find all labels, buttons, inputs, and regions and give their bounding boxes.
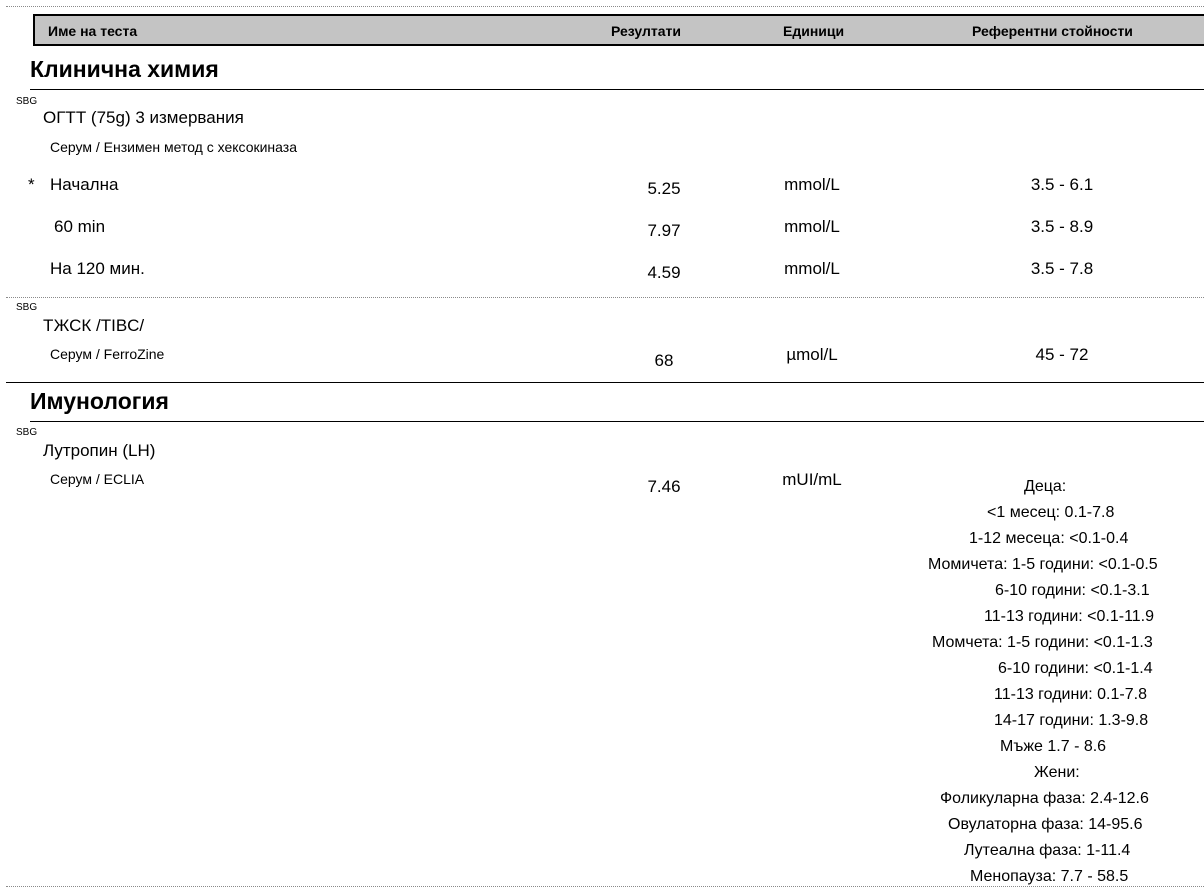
row-label: На 120 мин. [50,259,145,278]
header-test-name: Име на теста [48,23,138,39]
section-divider [30,89,1204,90]
test-name-lh: Лутропин (LH) [43,441,156,460]
reference-line: Менопауза: 7.7 - 58.5 [970,868,1129,885]
test-method-lh: Серум / ECLIA [50,471,145,487]
reference-line: Деца: [1024,478,1067,495]
test-name-ogtt: ОГТТ (75g) 3 измервания [43,108,244,127]
test-method-tibc: Серум / FerroZine [50,346,165,362]
reference-line: Момчета: 1-5 години: <0.1-1.3 [932,634,1153,651]
unit-value: mUI/mL [782,470,842,489]
reference-range: 3.5 - 8.9 [1030,217,1094,236]
reference-line: 6-10 години: <0.1-1.4 [998,660,1153,677]
result-value: 7.97 [647,221,681,240]
reference-range-list [912,474,1204,890]
section-divider [6,382,1204,383]
reference-line: 14-17 години: 1.3-9.8 [994,712,1149,729]
lab-tag: SBG [16,96,38,107]
unit-value: mmol/L [784,259,840,278]
lab-tag: SBG [16,302,38,313]
row-label: 60 min [54,217,106,236]
reference-line: 11-13 години: <0.1-11.9 [984,608,1155,625]
test-method-ogtt: Серум / Ензимен метод с хексокиназа [50,139,297,155]
unit-value: µmol/L [786,345,838,364]
unit-value: mmol/L [784,217,840,236]
bottom-divider [6,886,1204,887]
reference-line: 1-12 месеца: <0.1-0.4 [969,530,1129,547]
table-header [33,14,1204,46]
reference-line: 6-10 години: <0.1-3.1 [995,582,1150,599]
result-value: 5.25 [647,179,681,198]
reference-line: 11-13 години: 0.1-7.8 [994,686,1147,703]
section-title-clinical-chemistry: Клинична химия [30,56,219,82]
result-value: 4.59 [647,263,681,282]
result-value: 7.46 [647,477,681,496]
reference-line: <1 месец: 0.1-7.8 [987,504,1115,521]
section-divider [30,421,1204,422]
test-name-tibc: ТЖСК /TIBC/ [43,316,145,335]
reference-range: 3.5 - 7.8 [1030,259,1094,278]
abnormal-flag: * [28,175,35,194]
reference-line: Фоликуларна фаза: 2.4-12.6 [940,790,1149,807]
header-results: Резултати [611,23,681,39]
row-label: Начална [50,175,119,194]
lab-tag: SBG [16,427,38,438]
reference-line: Момичета: 1-5 години: <0.1-0.5 [928,556,1158,573]
result-value: 68 [654,351,674,370]
unit-value: mmol/L [784,175,840,194]
top-divider [6,6,1204,7]
section-title-immunology: Имунология [30,388,169,414]
reference-line: Овулаторна фаза: 14-95.6 [948,816,1143,833]
test-divider [6,297,1204,298]
reference-range: 45 - 72 [1035,345,1089,364]
reference-line: Мъже 1.7 - 8.6 [1000,738,1107,755]
reference-line: Жени: [1034,764,1080,781]
reference-line: Лутеална фаза: 1-11.4 [964,842,1131,859]
header-units: Единици [783,23,845,39]
reference-range: 3.5 - 6.1 [1030,175,1094,194]
header-reference: Референтни стойности [972,23,1133,39]
